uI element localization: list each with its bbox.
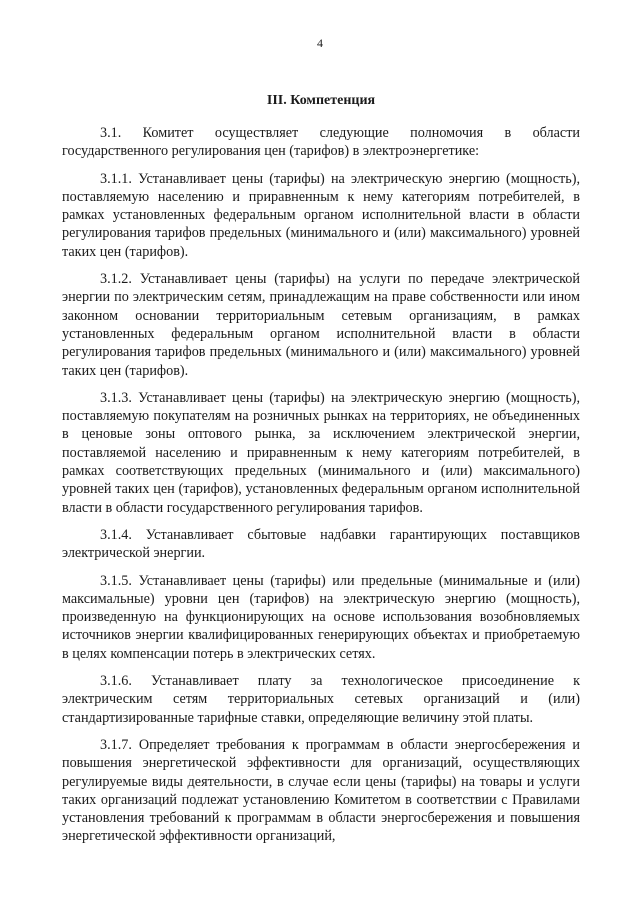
- paragraph-3-1-1: 3.1.1. Устанавливает цены (тарифы) на электрическую энергию (мощность), поставляемую населению и приравненным к нему категориям потребителей, в рамках установленных федеральным органом исполнительной власти в области регулирования тарифов предельных (минимального и (или) максимального) уровней таких цен (тарифов).: [62, 170, 580, 260]
- page-number: 4: [317, 36, 323, 50]
- paragraph-3-1-5: 3.1.5. Устанавливает цены (тарифы) или предельные (минимальные и (или) максимальные) уровни цен (тарифов) на электрическую энергию (мощность), произведенную на функционирующих на основе использования возобновляемых источников энергии квалифицированных генерирующих объектах и приобретаемую в целях компенсации потерь в электрических сетях.: [62, 572, 580, 662]
- paragraph-3-1-4: 3.1.4. Устанавливает сбытовые надбавки гарантирующих поставщиков электрической энергии.: [62, 526, 580, 562]
- paragraph-3-1-3: 3.1.3. Устанавливает цены (тарифы) на электрическую энергию (мощность), поставляемую покупателям на розничных рынках на территориях, не объединенных в ценовые зоны оптового рынка, за исключением электрической энергии, поставляемой населению и приравненным к нему категориям потребителей, в рамках соответствующих предельных (минимального и (или) максимального) уровней таких цен (тарифов), установленных федеральным органом исполнительной власти в области государственного регулирования тарифов.: [62, 389, 580, 516]
- paragraph-3-1-7: 3.1.7. Определяет требования к программам в области энергосбережения и повышения энергетической эффективности для организаций, осуществляющих регулируемые виды деятельности, в случае если цены (тарифы) на товары и услуги таких организаций подлежат установлению Комитетом в соответствии с Правилами установления требований к программам в области энергосбережения и повышения энергетической эффективности организаций,: [62, 736, 580, 845]
- paragraph-3-1: 3.1. Комитет осуществляет следующие полномочия в области государственного регулирования цен (тарифов) в электроэнергетике:: [62, 125, 580, 160]
- section-heading: III. Компетенция: [266, 93, 376, 108]
- paragraph-3-1-6: 3.1.6. Устанавливает плату за технологическое присоединение к электрическим сетям территориальных сетевых организаций и (или) стандартизированные тарифные ставки, определяющие величину этой платы.: [62, 673, 580, 726]
- document-body: [62, 92, 580, 846]
- paragraph-3-1-2: 3.1.2. Устанавливает цены (тарифы) на услуги по передаче электрической энергии по электрическим сетям, принадлежащим на праве собственности или ином законном основании территориальным сетевым организациям, в рамках установленных федеральным органом исполнительной власти в области регулирования тарифов предельных (минимального и (или) максимального) уровней таких цен (тарифов).: [62, 271, 580, 379]
